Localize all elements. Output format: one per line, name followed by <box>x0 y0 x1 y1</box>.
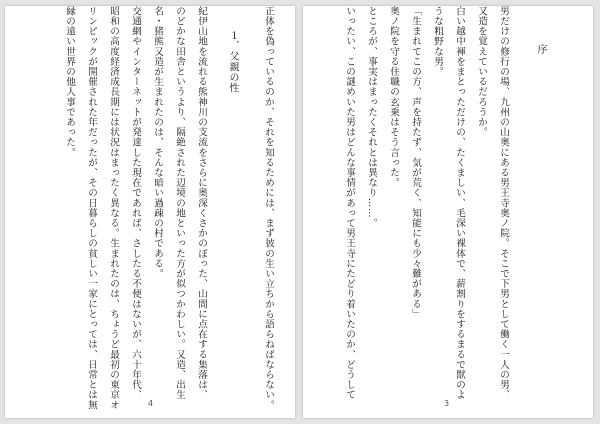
body-line: リンピックが開催された年だったが、その日暮らしの貧しい一家にとっては、日常とは無 <box>86 6 97 410</box>
page-number: 3 <box>444 399 450 408</box>
body-line: 交通網やインターネットが発達した現在であれば、さしたる不便はないが、六十年代、 <box>130 6 141 400</box>
body-line: 又造を覚えているだろうか。 <box>476 6 487 138</box>
body-line: ところが、事実はまったくそれとは異なり……。 <box>366 6 377 229</box>
body-line: 奥ノ院を守る住職の玄乗はそう言った。 <box>388 6 399 188</box>
page-title: 序 <box>535 44 546 55</box>
body-line: 白い越中褌をまとっただけの、たくましい、毛深い裸体で、薪割りをするまるで獣のよ <box>454 6 465 400</box>
body-line: 男だけの修行の場、九州の山奥にある男王寺奥ノ院。そこで下男として働く一人の男、 <box>498 6 509 400</box>
section-heading: １．父親の性 <box>227 30 238 93</box>
body-line: 紀伊山地を流れる熊神川の支流をさらに奥深くさかのぼった、山間に点在する集落は、 <box>196 6 207 400</box>
body-line: 「生まれてこの方、声を持たず、気が荒く、知能にも少々難がある」 <box>410 6 421 320</box>
body-line: いったい、この謎めいた男はどんな事情があって男王寺にたどり着いたのか、どうして <box>344 6 355 400</box>
right-page <box>303 6 593 418</box>
intro-line: 正体を偽っているのか、それを知るためには、まず彼の生い立ちから語らねばならない。 <box>263 6 274 410</box>
body-line: 昭和の高度経済成長期には状況はまったく異なる。生まれたのは、ちょうど最初の東京オ <box>108 6 119 410</box>
body-line: うな粗野な男。 <box>432 6 443 77</box>
body-line: 縁の遠い世界の他人事であった。 <box>64 6 75 158</box>
left-page <box>5 6 295 418</box>
body-line: 名・猪熊又造が生まれたのは、そんな暗い過疎の村である。 <box>152 6 163 279</box>
body-line: のどかな田舎というより、隔絶された辺境の地といった方が似つかわしい。又造、出生 <box>174 6 185 400</box>
page-number: 4 <box>148 399 154 408</box>
